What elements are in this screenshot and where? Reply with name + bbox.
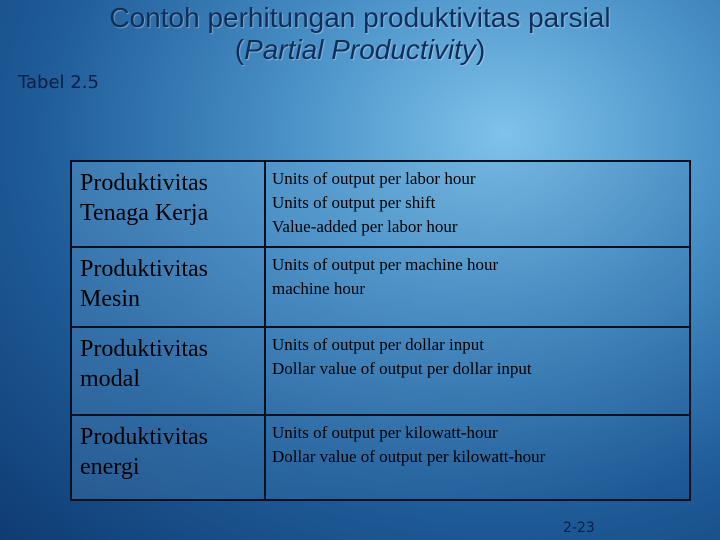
title-line-1: Contoh perhitungan produktivitas parsial bbox=[109, 2, 611, 33]
productivity-table bbox=[70, 160, 691, 501]
measure-text: Units of output per shift bbox=[272, 193, 436, 212]
title-open-paren: ( bbox=[234, 34, 245, 65]
category-label: energi bbox=[80, 454, 140, 480]
category-label: Produktivitas bbox=[80, 256, 209, 282]
measure-text: Units of output per labor hour bbox=[272, 169, 476, 188]
category-label: Tenaga Kerja bbox=[80, 200, 209, 226]
title-italic: Partial Productivity bbox=[244, 34, 476, 65]
measure-text: Units of output per dollar input bbox=[272, 335, 485, 354]
category-label: modal bbox=[80, 366, 140, 392]
category-label: Produktivitas bbox=[80, 424, 209, 450]
measure-text: Value-added per labor hour bbox=[272, 217, 458, 236]
category-cell bbox=[71, 161, 265, 247]
measures-cell bbox=[265, 415, 690, 500]
category-cell bbox=[71, 247, 265, 327]
table-row bbox=[71, 327, 690, 415]
measure-text: Units of output per machine hour bbox=[272, 255, 499, 274]
table-row bbox=[71, 415, 690, 500]
category-label: Produktivitas bbox=[80, 336, 209, 362]
measure-text: Units of output per kilowatt-hour bbox=[272, 423, 498, 442]
measure-text: Dollar value of output per kilowatt-hour bbox=[272, 447, 546, 466]
category-label: Produktivitas bbox=[80, 170, 209, 196]
slide-title bbox=[0, 2, 720, 66]
table-row bbox=[71, 161, 690, 247]
title-close-paren: ) bbox=[475, 34, 486, 65]
measures-cell bbox=[265, 247, 690, 327]
category-label: Mesin bbox=[80, 286, 140, 312]
category-cell bbox=[71, 415, 265, 500]
measure-text: Dollar value of output per dollar input bbox=[272, 359, 532, 378]
page-number: 2-23 bbox=[563, 520, 595, 536]
measures-cell bbox=[265, 161, 690, 247]
table-row bbox=[71, 247, 690, 327]
measure-text: machine hour bbox=[272, 279, 365, 298]
title-line-2 bbox=[0, 34, 720, 66]
measures-cell bbox=[265, 327, 690, 415]
table-caption: Tabel 2.5 bbox=[18, 72, 99, 93]
category-cell bbox=[71, 327, 265, 415]
